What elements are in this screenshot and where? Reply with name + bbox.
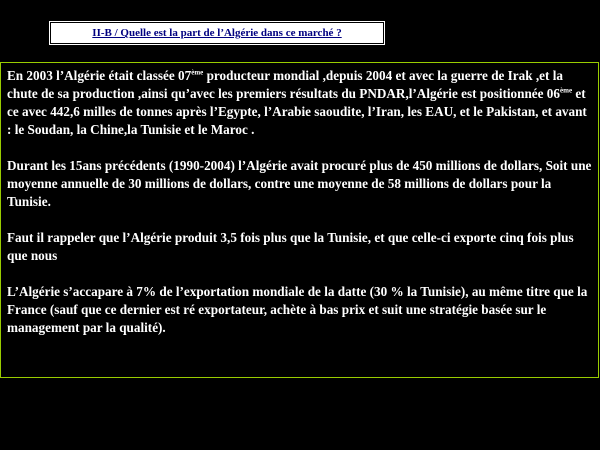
paragraph-export-share: L’Algérie s’accapare à 7% de l’exportation mondiale de la datte (30 % la Tunisie), au même titre que la France (sauf que ce dernier est ré exportateur, achète à bas prix et suit une stratégie basée sur le management par la qualité). — [7, 284, 588, 335]
section-title-box — [50, 22, 384, 44]
ordinal-superscript-1: ème — [191, 68, 204, 77]
section-title: II-B / Quelle est la part de l’Algérie dans ce marché ? — [92, 27, 342, 39]
paragraph-production-comparison: Faut il rappeler que l’Algérie produit 3,5 fois plus que la Tunisie, et que celle-ci exporte cinq fois plus que nous — [7, 230, 574, 263]
ordinal-superscript-2: ème — [560, 86, 573, 95]
paragraph-production-ranking — [7, 67, 592, 139]
content-box — [0, 62, 599, 378]
paragraph-1-part-3: et ce avec 442,6 milles de tonnes après l’Egypte, l’Arabie saoudite, l’Iran, les EAU, et le Pakistan, et avant : le Soudan, la Chine,la Tunisie et le Maroc . — [7, 86, 587, 137]
paragraph-1-part-2: producteur mondial ,depuis 2004 et avec la guerre de Irak ,et la chute de sa production ,ainsi qu’avec les premiers résultats du PNDAR,l’Algérie est positionnée 06 — [7, 68, 563, 101]
paragraph-1-part-1: En 2003 l’Algérie était classée 07 — [7, 68, 192, 83]
paragraph-export-revenue: Durant les 15ans précédents (1990-2004) l’Algérie avait procuré plus de 450 millions de dollars, Soit une moyenne annuelle de 30 millions de dollars, contre une moyenne de 58 millions de dollars pour la Tunisie. — [7, 158, 592, 209]
